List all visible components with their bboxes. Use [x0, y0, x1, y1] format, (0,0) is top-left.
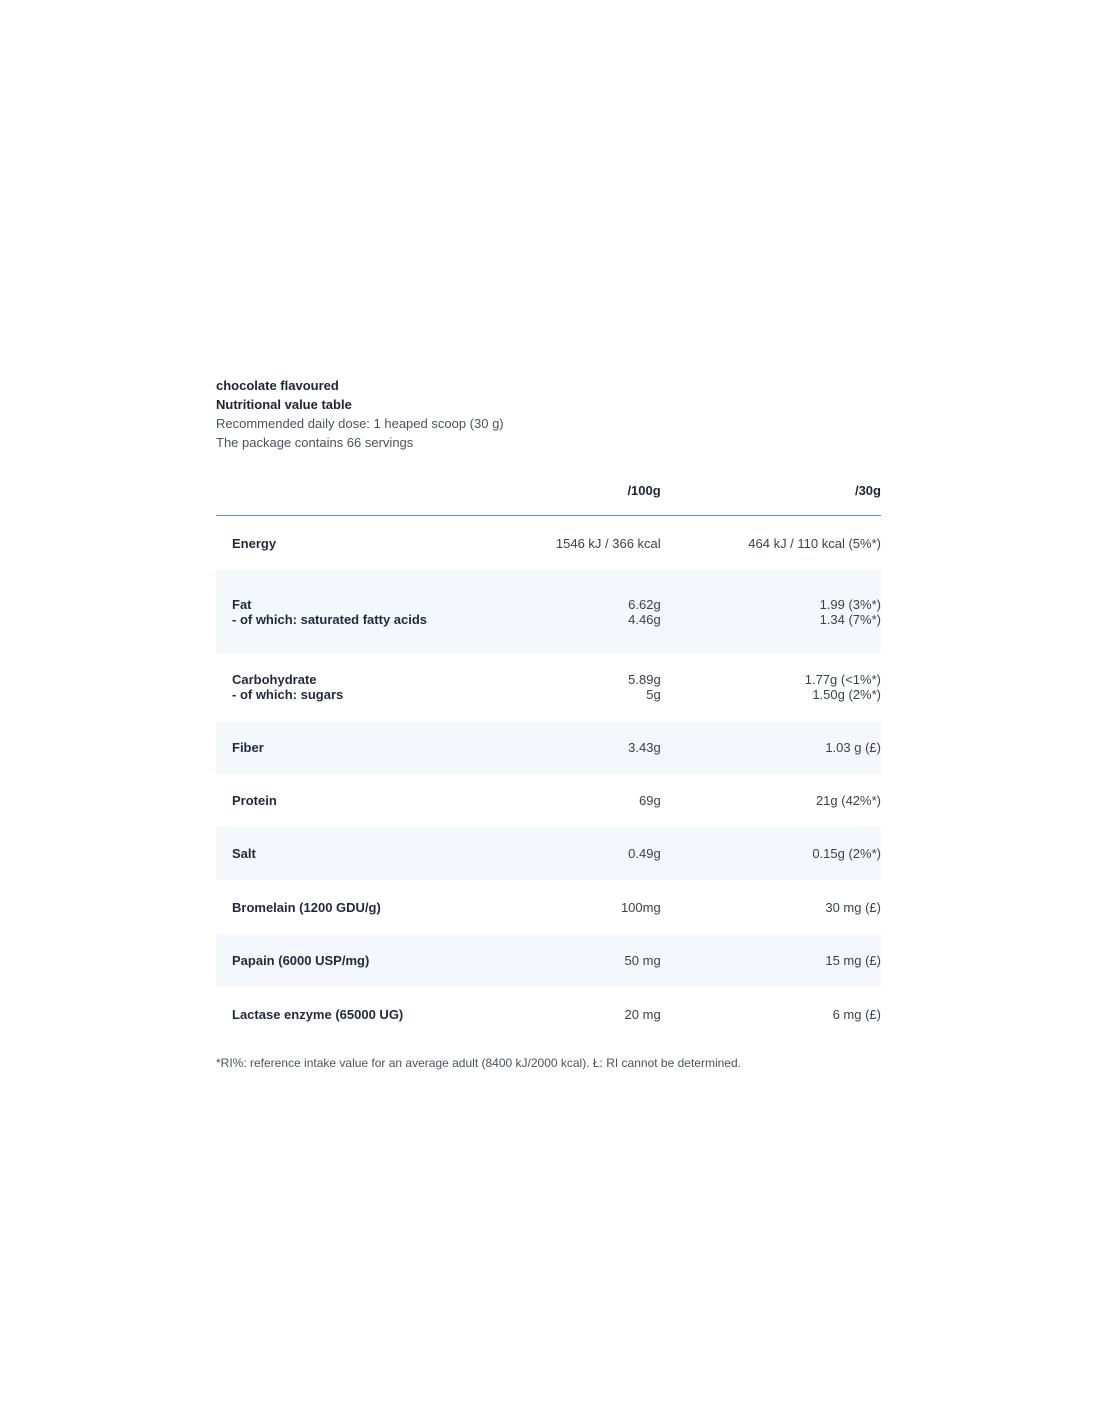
table-row	[216, 653, 881, 721]
value-per-30g: 21g (42%*)	[815, 793, 881, 808]
nutrient-name-cell	[216, 900, 450, 915]
value-per-100g-cell	[450, 672, 660, 702]
nutrient-name: - of which: saturated fatty acids	[232, 611, 428, 627]
value-per-30g: 1.99 (3%*)	[819, 596, 881, 612]
nutrient-name-cell	[216, 953, 450, 968]
value-per-30g: 6 mg (£)	[832, 1006, 881, 1022]
table-row	[216, 516, 881, 570]
value-per-30g-cell	[661, 597, 881, 627]
value-per-100g: 50 mg	[624, 953, 661, 968]
value-per-30g-cell	[661, 900, 881, 915]
value-per-30g-cell	[661, 793, 881, 808]
value-per-100g: 1546 kJ / 366 kcal	[555, 535, 661, 551]
nutrient-name: Carbohydrate	[232, 672, 317, 687]
value-per-30g: 30 mg (£)	[825, 899, 881, 915]
value-per-100g-cell	[450, 953, 660, 968]
product-flavour: chocolate flavoured	[216, 378, 339, 393]
header-per-100g: /100g	[627, 482, 661, 498]
value-per-100g: 69g	[638, 793, 661, 808]
nutrient-name: Protein	[232, 793, 277, 808]
value-per-30g-cell	[661, 1007, 881, 1022]
value-per-100g: 0.49g	[628, 846, 661, 861]
value-per-30g: 1.03 g (£)	[825, 740, 881, 755]
servings-count: The package contains 66 servings	[216, 435, 414, 450]
nutrient-name-cell	[216, 597, 450, 627]
nutrient-name-cell	[216, 793, 450, 808]
value-per-30g-cell	[661, 536, 881, 551]
value-per-30g-cell	[661, 846, 881, 861]
value-per-30g: 15 mg (£)	[825, 953, 881, 968]
table-header	[216, 465, 881, 516]
value-per-30g-cell	[661, 740, 881, 755]
value-per-100g: 3.43g	[628, 740, 661, 755]
value-per-30g: 1.34 (7%*)	[819, 611, 881, 627]
table-row	[216, 934, 881, 987]
value-per-100g: 100mg	[620, 899, 661, 915]
value-per-100g-cell	[450, 846, 660, 861]
nutrient-name-cell	[216, 846, 450, 861]
table-row	[216, 880, 881, 934]
value-per-30g: 1.77g (<1%*)	[804, 672, 881, 687]
nutrient-name: Fat	[232, 596, 252, 612]
value-per-30g: 0.15g (2%*)	[812, 846, 881, 861]
value-per-30g: 1.50g (2%*)	[812, 687, 881, 702]
nutrient-name: Lactase enzyme (65000 UG)	[232, 1006, 404, 1022]
footnote: *RI%: reference intake value for an average adult (8400 kJ/2000 kcal). Ł: RI cannot be determined.	[216, 1056, 741, 1070]
value-per-100g-cell	[450, 1007, 660, 1022]
nutrition-table	[216, 465, 881, 1041]
value-per-100g-cell	[450, 536, 660, 551]
recommended-dose: Recommended daily dose: 1 heaped scoop (30 g)	[216, 416, 504, 431]
nutrient-name: Energy	[232, 535, 277, 551]
nutrient-name-cell	[216, 672, 450, 702]
value-per-30g: 464 kJ / 110 kcal (5%*)	[748, 535, 881, 551]
value-per-30g-cell	[661, 672, 881, 702]
value-per-100g: 20 mg	[624, 1006, 661, 1022]
value-per-100g: 5.89g	[628, 672, 661, 687]
value-per-100g: 4.46g	[628, 611, 661, 627]
value-per-30g-cell	[661, 953, 881, 968]
value-per-100g-cell	[450, 900, 660, 915]
table-row	[216, 721, 881, 774]
nutrient-name: Salt	[232, 846, 256, 861]
value-per-100g-cell	[450, 740, 660, 755]
table-title: Nutritional value table	[216, 397, 352, 412]
nutrient-name-cell	[216, 1007, 450, 1022]
value-per-100g: 5g	[646, 687, 661, 702]
value-per-100g-cell	[450, 793, 660, 808]
nutrient-name: Bromelain (1200 GDU/g)	[232, 899, 381, 915]
table-row	[216, 827, 881, 880]
value-per-100g: 6.62g	[628, 596, 661, 612]
nutrient-name-cell	[216, 740, 450, 755]
nutrient-name: Fiber	[232, 740, 264, 755]
nutrient-name-cell	[216, 536, 450, 551]
table-row	[216, 570, 881, 653]
table-row	[216, 774, 881, 827]
header-per-30g: /30g	[854, 482, 881, 498]
nutrition-sheet	[216, 376, 881, 1070]
nutrient-name: Papain (6000 USP/mg)	[232, 953, 370, 968]
value-per-100g-cell	[450, 597, 660, 627]
nutrient-name: - of which: sugars	[232, 687, 344, 702]
table-row	[216, 987, 881, 1041]
table-body	[216, 516, 881, 1041]
